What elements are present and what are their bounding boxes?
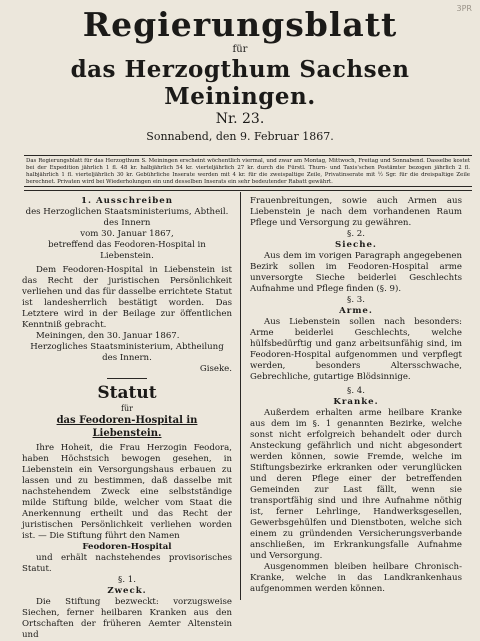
announcement-concerning: betreffend das Feodoren-Hospital in Liebenstein. xyxy=(48,240,206,261)
subscription-notice: Das Regierungsblatt für das Herzogthum S. Meiningen erscheint wöchentlich viermal, und zwar am Montag, Mittwoch, Freitag und Sonnabend. Dasselbe kostet bei der Expedition jährlich 1 fl. 48 kr. halbjährlich 54 kr. vierteljährlich 27 kr. durch die Fürstl. Thurn- und Taxis'schen Postämter bezogen jährlich 2 fl. halbjährlich 1 fl. vierteljährlich 30 kr. Gebührliche Inserate werden mit 4 kr. für die zweispaltige Zeile, Privatinserate mit ½ Sgr. für die dreispaltige Zeile berechnet. Privaten wird bei Wiederholungen ein und desselben Inserats ein sehr bedeutender Rabatt gewährt. xyxy=(26,158,470,185)
paragraph-4-heading: Kranke. xyxy=(333,397,379,407)
paragraph-4-number: §. 4. xyxy=(347,386,365,396)
paragraph-1-heading: Zweck. xyxy=(107,586,147,596)
left-column xyxy=(22,196,232,641)
column-divider xyxy=(240,192,241,600)
paragraph-2-text: Aus dem im vorigen Paragraph angegebenen Bezirk sollen im Feodoren-Hospital arme unversorgte Sieche beiderlei Geschlechts Aufnahme und Pflege finden (§. 9). xyxy=(250,251,462,294)
statut-name: das Feodoren-Hospital in Liebenstein. xyxy=(56,415,198,439)
paragraph-1-number: §. 1. xyxy=(118,575,136,585)
section-separator xyxy=(107,378,147,379)
issue-date: Sonnabend, den 9. Februar 1867. xyxy=(146,130,334,143)
announcement-date: vom 30. Januar 1867, xyxy=(80,229,174,239)
paragraph-4-text-2: Ausgenommen bleiben heilbare Chronisch-Kranke, welche in das Landkrankenhaus aufgenommen werden können. xyxy=(250,562,462,594)
rule-double-upper xyxy=(24,186,472,187)
continuation-text: Frauenbreitungen, sowie auch Armen aus Liebenstein je nach dem vorhandenen Raum Pflege und Versorgung zu gewähren. xyxy=(250,196,462,228)
announcement-paragraph: Dem Feodoren-Hospital in Liebenstein ist das Recht der juristischen Persönlichkeit verliehen und das für dasselbe errichtete Statut ist landesherrlich bestätigt worden. Das Letztere wird in der Beilage zur öffentlichen Kenntniß gebracht. xyxy=(22,265,232,330)
rule-double-lower xyxy=(24,190,472,191)
paragraph-2-number: §. 2. xyxy=(347,229,365,239)
paragraph-2-heading: Sieche. xyxy=(335,240,377,250)
statut-fuer: für xyxy=(121,404,133,413)
foundation-rest: und erhält nachstehendes provisorisches Statut. xyxy=(22,553,232,574)
foundation-name: Feodoren-Hospital xyxy=(82,542,172,552)
paragraph-3-heading: Arme. xyxy=(339,306,373,316)
paragraph-3-number: §. 3. xyxy=(347,295,365,305)
masthead-fuer: für xyxy=(232,44,248,55)
paragraph-4-text: Außerdem erhalten arme heilbare Kranke aus dem im §. 1 genannten Bezirke, welche sonst nicht erfolgreich behandelt oder durch Ansteckung gefährlich und nicht abgesondert werden können, sowie Fremde, welche im Stiftungsbezirke erkranken oder verunglücken und deren Pflege einer der betreffenden Gemeinden zur Last fällt, wenn sie transportfähig sind und ihre Aufnahme nöthig ist, ferner Lehrlinge, Handwerksgesellen, Gewerbsgehülfen und Dienstboten, welche sich einem zu gründenden Versicherungsverbande anschließen, im Erkrankungsfalle Aufnahme und Versorgung. xyxy=(250,408,462,561)
masthead-title: Regierungsblatt xyxy=(82,5,398,44)
statut-preamble: Ihre Hoheit, die Frau Herzogin Feodora, haben Höchstsich bewogen gesehen, in Liebenstein ein Versorgungshaus erbauen zu lassen und zu bestimmen, daß dasselbe mit nachstehendem Zweck eine selbstständige milde Stiftung bilde, welcher vom Staat die Anerkennung ertheilt und das Recht der juristischen Persönlichkeit verliehen worden ist. — Die Stiftung führt den Namen xyxy=(22,443,232,541)
ministry-name: Herzogliches Staatsministerium, Abtheilung des Innern. xyxy=(30,342,224,363)
issue-number: Nr. 23. xyxy=(215,111,265,127)
paragraph-1-text: Die Stiftung bezweckt: vorzugsweise Siechen, ferner heilbaren Kranken aus den Ortschaften der früheren Aemter Altenstein und xyxy=(22,597,232,640)
announcement-authority: des Herzoglichen Staatsministeriums, Abtheil. des Innern xyxy=(25,207,229,228)
top-rule xyxy=(24,155,472,156)
paragraph-3-text: Aus Liebenstein sollen nach besonders: Arme beiderlei Geschlechts, welche hülfsbedürftig und ganz arbeitsunfähig sind, im Feodoren-Hospital aufgenommen und verpflegt werden, besonders Altersschwache, Gebrechliche, gutartige Blödsinnige. xyxy=(250,317,462,382)
place-date: Meiningen, den 30. Januar 1867. xyxy=(36,331,180,341)
announcement-heading: 1. Ausschreiben xyxy=(80,196,174,206)
statut-title: Statut xyxy=(97,383,157,403)
signature: Giseke. xyxy=(199,364,232,374)
masthead xyxy=(0,6,480,110)
masthead-subtitle: das Herzogthum Sachsen Meiningen. xyxy=(70,56,410,110)
right-column xyxy=(250,196,462,595)
archive-mark: 3PR xyxy=(456,4,472,13)
